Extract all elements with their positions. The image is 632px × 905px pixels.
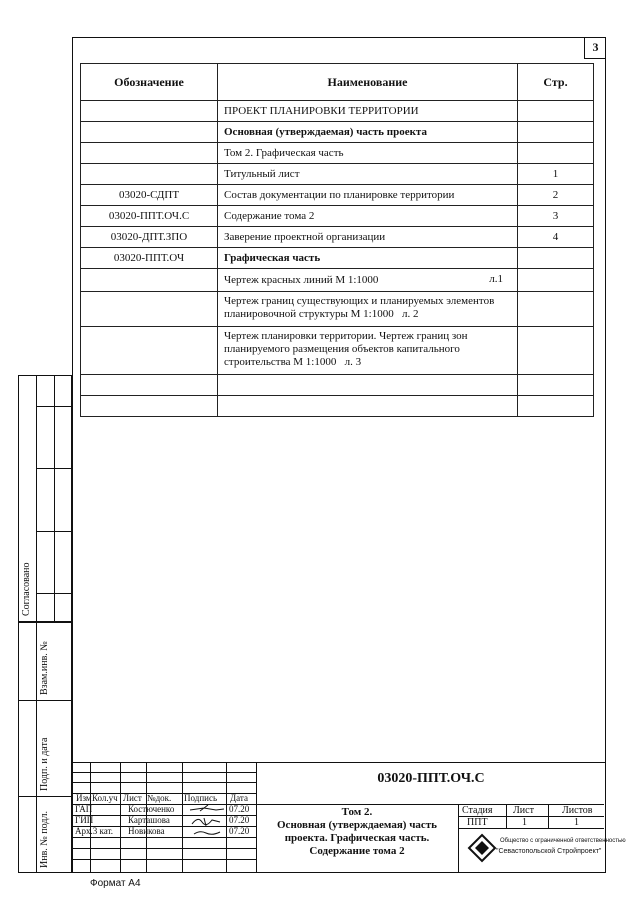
page-number: 3 [584,37,606,59]
row-name: ПРОЕКТ ПЛАНИРОВКИ ТЕРРИТОРИИ [218,101,518,122]
date-3: 07.20 [229,826,250,836]
row-name-cell [218,269,518,292]
signatures [186,802,228,838]
title-line-2: Основная (утверждаемая) часть [277,819,437,831]
sheets-value: 1 [574,817,579,828]
agreed-strip [18,375,72,622]
row-code [81,375,218,396]
stage-value: ППТ [467,817,488,828]
col-ndok: №док. [147,793,172,803]
row-name: Заверение проектной организации [218,227,518,248]
row-name: Титульный лист [218,164,518,185]
row-name [218,375,518,396]
doc-title [258,806,456,858]
stage-label: Стадия [462,805,493,816]
row-name: Содержание тома 2 [218,206,518,227]
row-name: Чертеж красных линий М 1:1000 [224,274,379,286]
table-row [81,375,594,396]
row-page [518,248,594,269]
table-row [81,164,594,185]
table-row [81,143,594,164]
inv-orig-label: Инв. № подл. [39,811,50,868]
row-name-cell [218,292,518,327]
sheets-label: Листов [562,805,593,816]
table-row [81,396,594,417]
format-label: Формат А4 [90,878,141,889]
row-page: 3 [518,206,594,227]
row-name: Графическая часть [218,248,518,269]
row-page: 2 [518,185,594,206]
sheet-value: 1 [522,817,527,828]
col-kol: Кол.уч [92,793,118,803]
title-line-1: Том 2. [341,806,373,818]
table-row [81,227,594,248]
contents-table [80,63,594,417]
row-code [81,122,218,143]
table-row [81,101,594,122]
row-page [518,396,594,417]
header-page: Стр. [518,64,594,101]
row-page: 1 [518,164,594,185]
row-code [81,292,218,327]
row-code: 03020-СДПТ [81,185,218,206]
table-row [81,206,594,227]
table-row [81,269,594,292]
row-sheet: л.1 [489,273,503,285]
row-page [518,292,594,327]
row-page [518,269,594,292]
row-page [518,122,594,143]
agreed-label: Согласовано [21,562,32,616]
row-name: Чертеж планировки территории. Чертеж границ зон планируемого размещения объектов капитального строительства М 1:1000 [224,330,468,368]
header-name: Наименование [218,64,518,101]
row-sheet: л. 3 [344,356,362,368]
row-page [518,143,594,164]
row-name: Том 2. Графическая часть [218,143,518,164]
col-list: Лист [123,793,142,803]
row-name: Состав документации по планировке территории [218,185,518,206]
org-line-2: "Севастопольской Стройпроект" [496,848,602,855]
row-page [518,101,594,122]
table-row [81,248,594,269]
row-code [81,396,218,417]
row-sheet: л. 2 [401,308,419,320]
person-2: Карташова [128,815,170,825]
role-2: ГИП [75,815,94,825]
sheet-label: Лист [513,805,534,816]
row-code [81,143,218,164]
table-row [81,327,594,375]
company-logo-icon [467,833,497,863]
role-3: Арх.3 кат. [75,826,114,836]
date-1: 07.20 [229,804,250,814]
table-row [81,185,594,206]
row-code: 03020-ДПТ.ЗПО [81,227,218,248]
col-date: Дата [230,793,248,803]
col-sign: Подпись [184,793,218,803]
title-line-3: проекта. Графическая часть. [284,832,430,844]
row-code: 03020-ППТ.ОЧ.С [81,206,218,227]
col-izm: Изм [76,793,92,803]
header-designation: Обозначение [81,64,218,101]
row-name-cell [218,327,518,375]
person-1: Костюченко [128,804,175,814]
table-row [81,122,594,143]
row-code [81,164,218,185]
row-code [81,101,218,122]
table-row [81,292,594,327]
date-2: 07.20 [229,815,250,825]
row-code [81,327,218,375]
doc-code: 03020-ППТ.ОЧ.С [377,771,485,786]
org-line-1: Общество с ограниченной ответственностью [500,838,626,844]
row-name [218,396,518,417]
row-page [518,375,594,396]
title-line-4: Содержание тома 2 [309,845,405,857]
row-page: 4 [518,227,594,248]
table-header [81,64,594,101]
row-page [518,327,594,375]
role-1: ГАП [75,804,93,814]
sign-date-label: Подп. и дата [39,737,50,791]
row-code [81,269,218,292]
inventory-strip [18,622,72,873]
row-name: Чертеж границ существующих и планируемых элементов планировочной структуры М 1:1000 [224,295,495,320]
row-name: Основная (утверждаемая) часть проекта [218,122,518,143]
inv-replace-label: Взам.инв. № [39,641,50,695]
person-3: Новикова [128,826,165,836]
row-code: 03020-ППТ.ОЧ [81,248,218,269]
